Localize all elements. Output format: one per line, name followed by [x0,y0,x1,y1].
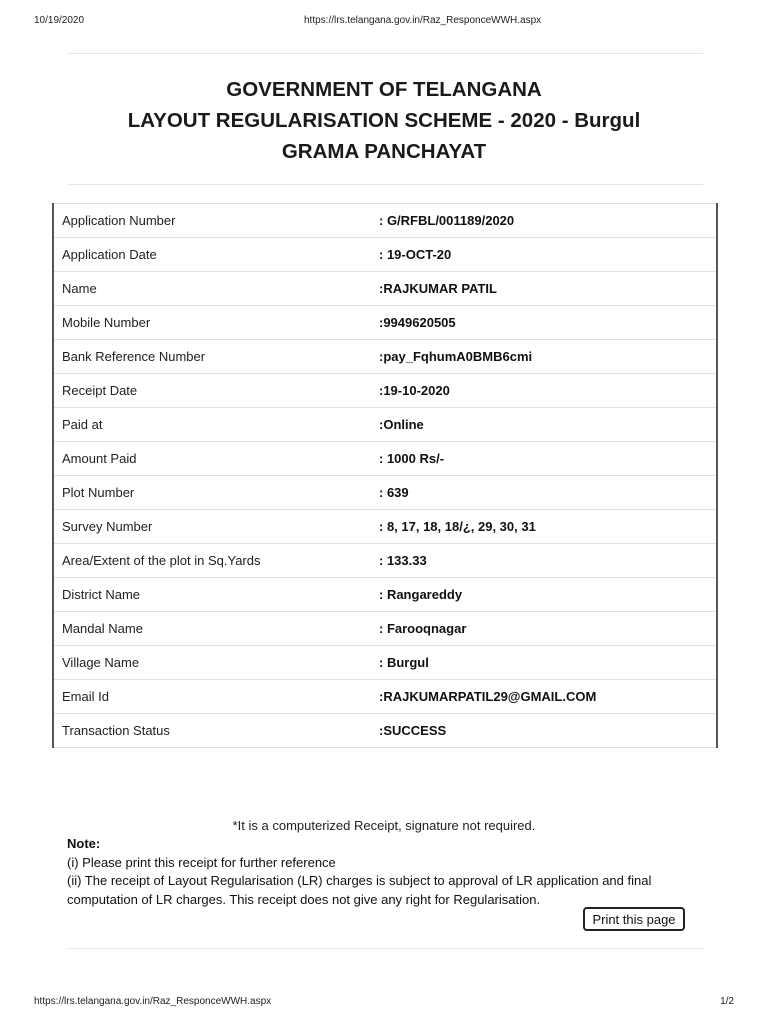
row-label: Village Name [53,646,371,680]
row-label: Mandal Name [53,612,371,646]
row-value: :RAJKUMARPATIL29@GMAIL.COM [371,680,717,714]
row-value: : Rangareddy [371,578,717,612]
row-label: Application Number [53,204,371,238]
row-value: :9949620505 [371,306,717,340]
table-row [53,680,717,714]
row-label: Paid at [53,408,371,442]
row-value: : 19-OCT-20 [371,238,717,272]
table-row [53,204,717,238]
table-row [53,510,717,544]
title-divider [67,184,703,185]
bottom-divider [67,948,703,949]
table-row [53,714,717,748]
row-label: Transaction Status [53,714,371,748]
row-value: : Burgul [371,646,717,680]
print-header [34,15,734,29]
note-section [67,835,707,909]
top-divider [67,53,703,54]
computerized-receipt-note: *It is a computerized Receipt, signature not required. [232,818,536,833]
row-value: : Farooqnagar [371,612,717,646]
row-label: Application Date [53,238,371,272]
table-row [53,374,717,408]
title-line-1: GOVERNMENT OF TELANGANA [226,78,542,101]
row-label: Bank Reference Number [53,340,371,374]
table-row [53,544,717,578]
row-label: Email Id [53,680,371,714]
row-value: : G/RFBL/001189/2020 [371,204,717,238]
row-value: : 1000 Rs/- [371,442,717,476]
row-label: Receipt Date [53,374,371,408]
receipt-table [52,203,718,748]
table-row [53,476,717,510]
note-line-2: (ii) The receipt of Layout Regularisation (LR) charges is subject to approval of LR application and final computation of LR charges. This receipt does not give any right for Regularisation. [67,873,652,907]
row-label: District Name [53,578,371,612]
table-row [53,340,717,374]
row-value: :19-10-2020 [371,374,717,408]
title-line-3: GRAMA PANCHAYAT [281,140,487,163]
row-label: Name [53,272,371,306]
table-row [53,578,717,612]
title-line-2: LAYOUT REGULARISATION SCHEME - 2020 - Burgul [127,109,641,132]
print-header-url: https://lrs.telangana.gov.in/Raz_ResponceWWH.aspx [304,15,542,26]
print-footer-url: https://lrs.telangana.gov.in/Raz_ResponceWWH.aspx [34,996,272,1007]
row-value: : 639 [371,476,717,510]
table-row [53,646,717,680]
table-row [53,272,717,306]
row-value: :Online [371,408,717,442]
print-footer [34,996,734,1010]
row-value: :pay_FqhumA0BMB6cmi [371,340,717,374]
print-date: 10/19/2020 [34,15,85,26]
page-number: 1/2 [720,996,734,1007]
table-row [53,442,717,476]
row-value: : 133.33 [371,544,717,578]
row-label: Amount Paid [53,442,371,476]
table-row [53,306,717,340]
note-title: Note: [67,836,101,851]
table-row [53,612,717,646]
print-page-button[interactable]: Print this page [583,907,685,931]
table-row [53,238,717,272]
row-label: Mobile Number [53,306,371,340]
note-line-1: (i) Please print this receipt for further reference [67,854,336,870]
row-label: Area/Extent of the plot in Sq.Yards [53,544,371,578]
row-value: :SUCCESS [371,714,717,748]
row-value: : 8, 17, 18, 18/¿, 29, 30, 31 [371,510,717,544]
row-label: Plot Number [53,476,371,510]
row-label: Survey Number [53,510,371,544]
table-row [53,408,717,442]
page-title [34,74,734,167]
row-value: :RAJKUMAR PATIL [371,272,717,306]
